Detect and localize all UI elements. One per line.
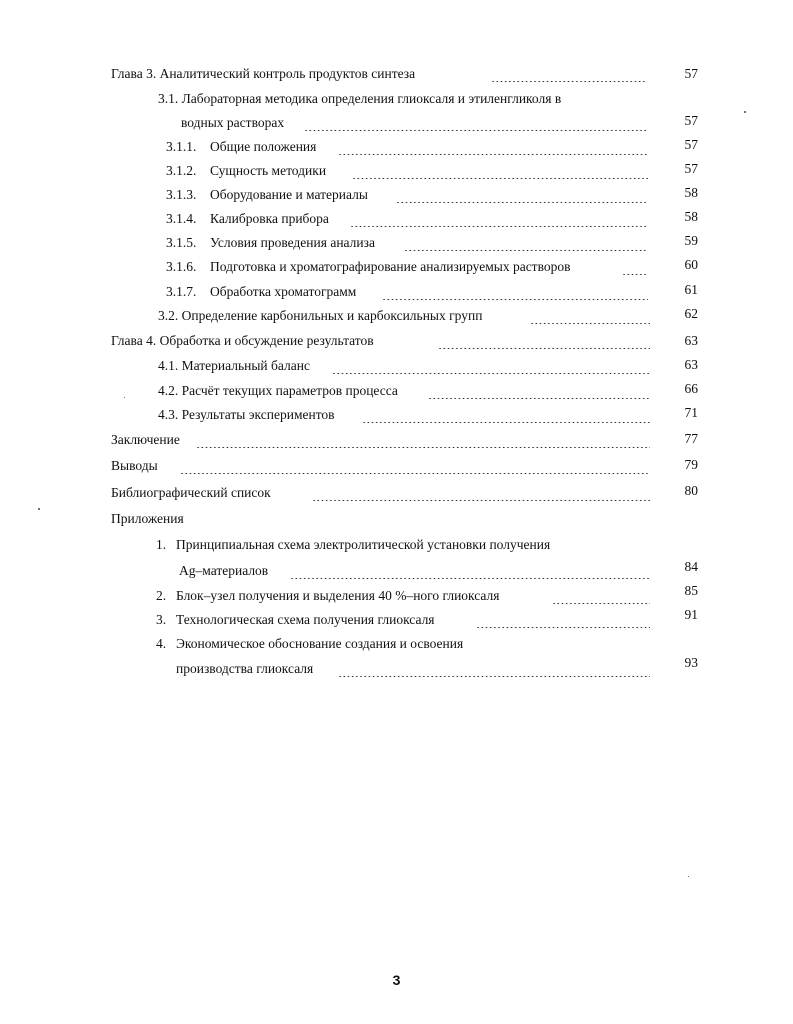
toc-page-number: 63 [684,357,698,372]
toc-entry-number: 3.1.2. [166,163,197,178]
leader-dots [338,139,648,155]
toc-entry-4-3 [158,407,335,423]
toc-entry-label: Калибровка прибора [210,211,329,226]
toc-page-number: 61 [684,282,698,297]
toc-page-number: 63 [684,333,698,348]
toc-page-number: 57 [684,113,698,128]
toc-page-number: 80 [684,483,698,498]
toc-page-number: 57 [684,161,698,176]
scan-speck [744,111,746,113]
leader-dots [428,383,650,399]
toc-entry-label: Ag–материалов [179,563,269,578]
toc-page-number: 79 [684,457,698,472]
toc-page-number: 62 [684,306,698,321]
toc-entry-3-1-3 [210,187,368,203]
toc-page-number: 84 [684,559,698,574]
scan-speck [124,397,125,398]
toc-entry-findings [111,458,158,474]
leader-dots [382,284,648,300]
toc-entry-appendix-4 [176,636,463,652]
toc-entry-number: 3.1.5. [166,235,197,250]
toc-entry-label: Приложения [111,511,184,526]
toc-page-number: 58 [684,185,698,200]
leader-dots [476,612,650,628]
toc-entry-label: Подготовка и хроматографирование анализируемых растворов [210,259,571,274]
toc-entry-appendix-1-cont [179,563,268,579]
toc-entry-3-1 [158,91,561,107]
toc-page-number: 77 [684,431,698,446]
toc-page-number: 58 [684,209,698,224]
toc-page-number: 93 [684,655,698,670]
leader-dots [304,115,648,131]
leader-dots [622,259,648,275]
toc-entry-conclusion [111,432,180,448]
toc-entry-appendix-1 [176,537,550,553]
leader-dots [312,485,650,501]
leader-dots [180,458,650,474]
toc-entry-label: Глава 4. Обработка и обсуждение результатов [111,333,374,348]
toc-entry-label: Технологическая схема получения глиоксаля [176,612,435,627]
toc-entry-4-2 [158,383,398,399]
toc-entry-number: 3.1.3. [166,187,197,202]
toc-entry-appendices [111,511,184,527]
toc-entry-label: 4.1. Материальный баланс [158,358,310,373]
toc-entry-label: Выводы [111,458,158,473]
toc-entry-number: 1. [156,537,167,552]
leader-dots [404,235,648,251]
toc-entry-number: 3.1.6. [166,259,197,274]
toc-entry-chapter-4 [111,333,374,349]
toc-entry-label: 4.2. Расчёт текущих параметров процесса [158,383,398,398]
toc-entry-3-1-4 [210,211,329,227]
leader-dots [290,563,650,579]
toc-entry-label: производства глиоксаля [176,661,314,676]
toc-page-number: 71 [684,405,698,420]
leader-dots [196,432,650,448]
toc-entry-label: Общие положения [210,139,317,154]
toc-entry-label: Сущность методики [210,163,327,178]
page-number-footer: 3 [392,972,401,988]
toc-entry-3-1-5 [210,235,375,251]
toc-entry-label: водных растворах [181,115,285,130]
leader-dots [350,211,648,227]
toc-page-number: 66 [684,381,698,396]
leader-dots [530,308,650,324]
toc-entry-number: 2. [156,588,167,603]
leader-dots [438,333,650,349]
toc-entry-number: 3.1.4. [166,211,197,226]
toc-entry-label: 3.1. Лабораторная методика определения глиоксаля и этиленгликоля в [158,91,562,106]
toc-entry-number: 3. [156,612,167,627]
leader-dots [552,588,650,604]
leader-dots [491,66,647,82]
toc-entry-appendix-2 [176,588,500,604]
toc-page-number: 91 [684,607,698,622]
scan-speck [688,876,689,877]
toc-entry-3-1-2 [210,163,326,179]
toc-entry-3-1-1 [210,139,316,155]
toc-entry-appendix-4-cont [176,661,313,677]
scan-speck [38,508,40,510]
toc-entry-3-1-7 [210,284,356,300]
toc-entry-number: 3.1.1. [166,139,197,154]
leader-dots [338,661,650,677]
toc-entry-chapter-3 [111,66,415,82]
toc-page-number: 57 [684,66,698,81]
toc-page-number: 57 [684,137,698,152]
toc-entry-bibliography [111,485,271,501]
toc-entry-3-1-cont [181,115,284,131]
toc-entry-3-1-6 [210,259,571,275]
toc-entry-label: 4.3. Результаты экспериментов [158,407,335,422]
leader-dots [332,358,650,374]
toc-entry-number: 4. [156,636,167,651]
toc-entry-label: Библиографический список [111,485,271,500]
toc-entry-label: Блок–узел получения и выделения 40 %–ного глиоксаля [176,588,500,603]
toc-entry-label: Экономическое обоснование создания и освоения [176,636,464,651]
leader-dots [352,163,648,179]
toc-entry-label: Условия проведения анализа [210,235,375,250]
toc-page-number: 60 [684,257,698,272]
leader-dots [396,187,648,203]
toc-page-number: 85 [684,583,698,598]
toc-entry-label: Оборудование и материалы [210,187,368,202]
toc-entry-label: 3.2. Определение карбонильных и карбоксильных групп [158,308,483,323]
toc-entry-4-1 [158,358,310,374]
leader-dots [362,407,652,423]
toc-entry-label: Заключение [111,432,180,447]
toc-entry-label: Глава 3. Аналитический контроль продуктов синтеза [111,66,416,81]
toc-entry-label: Принципиальная схема электролитической установки получения [176,537,551,552]
toc-entry-3-2 [158,308,482,324]
toc-page-number: 59 [684,233,698,248]
toc-entry-appendix-3 [176,612,435,628]
toc-entry-number: 3.1.7. [166,284,197,299]
toc-entry-label: Обработка хроматограмм [210,284,357,299]
